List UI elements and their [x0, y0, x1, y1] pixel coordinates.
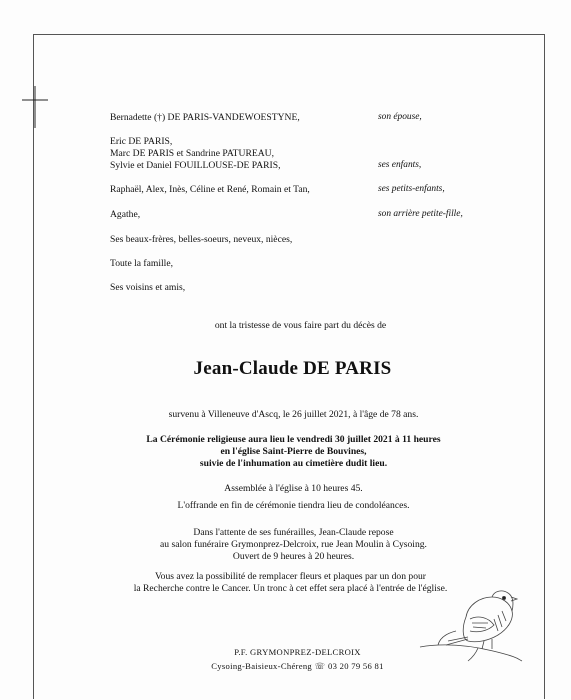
whole-family: Toute la famille,: [110, 258, 173, 269]
grandchildren-relation: ses petits-enfants,: [378, 184, 445, 194]
cross-icon: [20, 85, 50, 129]
child-1: Eric DE PARIS,: [110, 136, 173, 147]
grandchildren: Raphaël, Alex, Inès, Céline et René, Romain et Tan,: [110, 184, 310, 195]
deceased-name: Jean-Claude DE PARIS: [193, 358, 392, 379]
ceremony-line-3: suivie de l'inhumation au cimetière dudit lieu.: [199, 458, 388, 469]
bird-illustration: [418, 585, 523, 663]
neighbours-friends: Ses voisins et amis,: [110, 282, 186, 293]
child-3: Sylvie et Daniel FOUILLOUSE-DE PARIS,: [110, 160, 281, 171]
donation-line-1: Vous avez la possibilité de remplacer fleurs et plaques par un don pour: [154, 571, 427, 582]
death-details: survenu à Villeneuve d'Ascq, le 26 juillet 2021, à l'âge de 78 ans.: [168, 409, 419, 420]
great-grandchild: Agathe,: [110, 209, 141, 220]
in-laws: Ses beaux-frères, belles-soeurs, neveux, nièces,: [110, 234, 293, 245]
spouse-name: Bernadette (†) DE PARIS-VANDEWOESTYNE,: [110, 112, 300, 123]
great-grandchild-relation: son arrière petite-fille,: [378, 209, 463, 219]
offering-note: L'offrande en fin de cérémonie tiendra lieu de condoléances.: [177, 500, 410, 511]
announcement: ont la tristesse de vous faire part du décès de: [214, 320, 387, 331]
child-2: Marc DE PARIS et Sandrine PATUREAU,: [110, 148, 274, 159]
funeral-home-contact: Cysoing-Baisieux-Chéreng ☏ 03 20 79 56 81: [211, 661, 384, 671]
spouse-relation: son épouse,: [378, 112, 422, 122]
rest-line-2: au salon funéraire Grymonprez-Delcroix, rue Jean Moulin à Cysoing.: [160, 539, 427, 550]
ceremony-line-2: en l'église Saint-Pierre de Bouvines,: [220, 446, 367, 457]
funeral-home-name: P.F. GRYMONPREZ-DELCROIX: [234, 647, 361, 657]
children-relation: ses enfants,: [378, 160, 422, 170]
rest-line-1: Dans l'attente de ses funérailles, Jean-Claude repose: [193, 527, 394, 538]
ceremony-line-1: La Cérémonie religieuse aura lieu le vendredi 30 juillet 2021 à 11 heures: [146, 434, 441, 445]
donation-line-2: la Recherche contre le Cancer. Un tronc à cet effet sera placé à l'entrée de l'église.: [133, 583, 448, 594]
rest-line-3: Ouvert de 9 heures à 20 heures.: [232, 551, 355, 562]
assembly-time: Assemblée à l'église à 10 heures 45.: [224, 483, 363, 494]
